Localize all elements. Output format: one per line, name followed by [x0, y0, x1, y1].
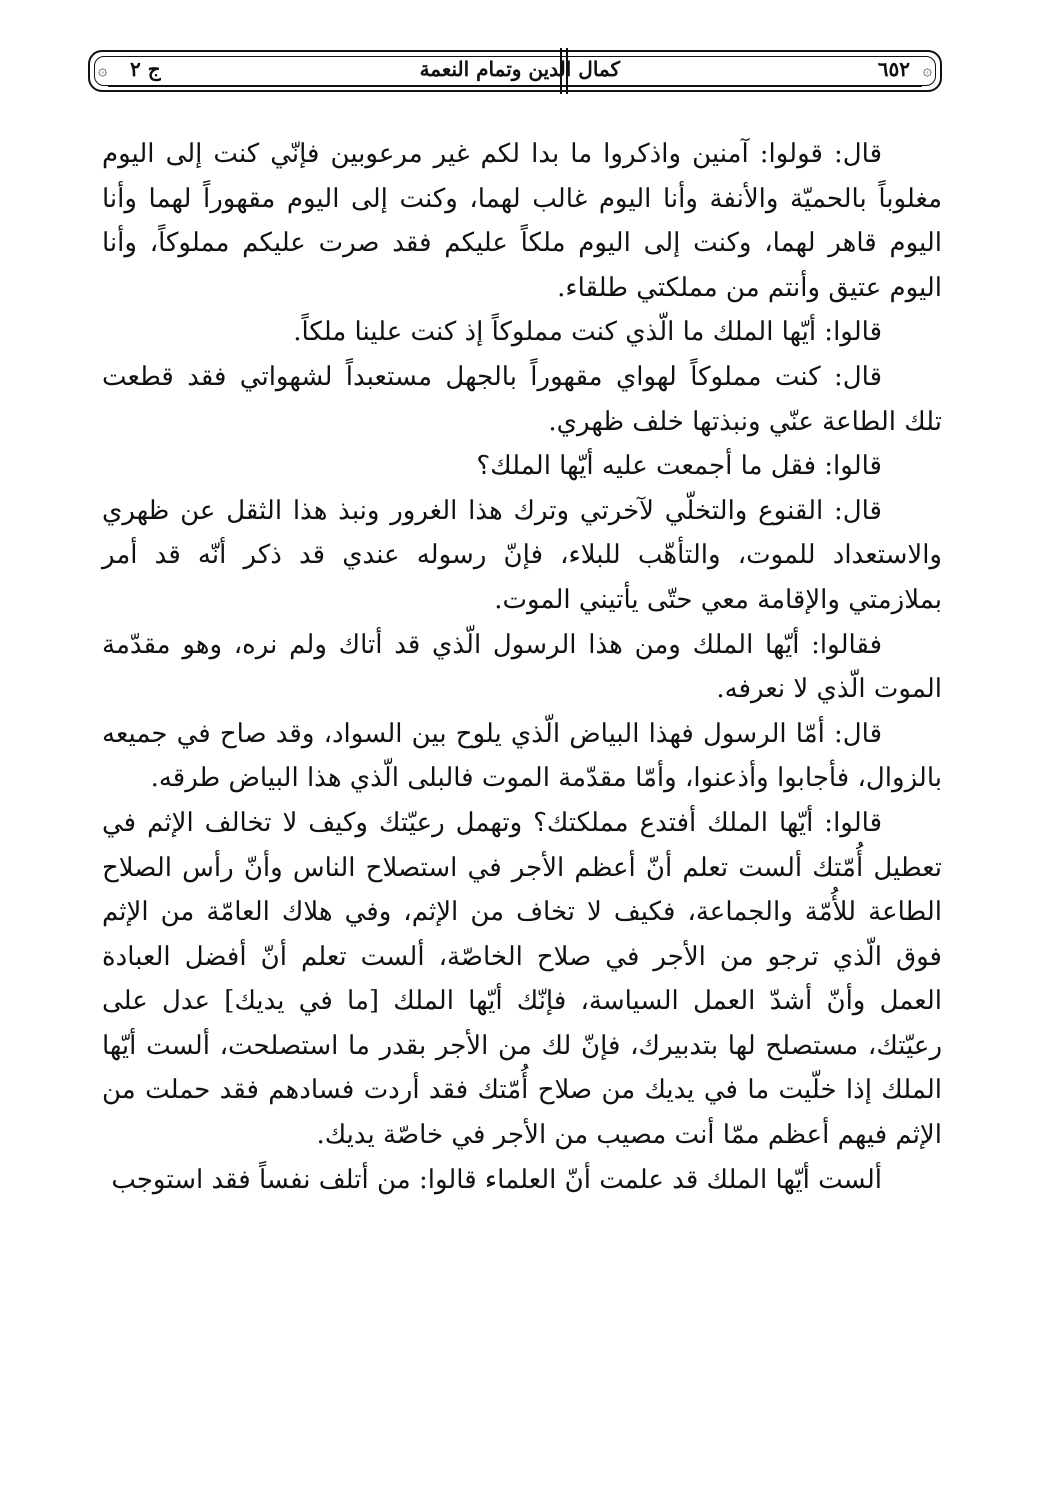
running-header [88, 50, 942, 92]
header-rule [108, 85, 922, 87]
paragraph: قالوا: فقل ما أجمعت عليه أيّها الملك؟ [476, 451, 882, 482]
paragraph: قالوا: أيّها الملك ما الّذي كنت مملوكاً إذ كنت علينا ملكاً. [293, 317, 882, 348]
ornament-icon: ۞ [922, 60, 932, 79]
paragraph: قال: أمّا الرسول فهذا البياض الّذي يلوح بين السواد، وقد صاح في جميعه بالزوال، فأجابوا وأذعنوا، وأمّا مقدّمة الموت فالبلى الّذي هذا البياض طرقه. [102, 718, 942, 794]
book-title: كمال الدين وتمام النعمة [419, 57, 620, 81]
volume-number: ج ٢ [130, 57, 161, 81]
paragraph: فقالوا: أيّها الملك ومن هذا الرسول الّذي قد أتاك ولم نره، وهو مقدّمة الموت الّذي لا نعرفه. [102, 629, 942, 705]
page-number: ٦٥٢ [877, 57, 910, 81]
paragraph: قال: قولوا: آمنين واذكروا ما بدا لكم غير مرعوبين فإنّي كنت إلى اليوم مغلوباً بالحميّة والأنفة وأنا اليوم غالب لهما، وكنت إلى اليوم مقهوراً لهما وأنا اليوم قاهر لهما، وكنت إلى اليوم ملكاً عليكم فقد صرت عليكم مملوكاً، وأنا اليوم عتيق وأنتم من مملكتي طلقاء. [102, 139, 942, 303]
paragraph: قالوا: أيّها الملك أفتدع مملكتك؟ وتهمل رعيّتك وكيف لا تخالف الإثم في تعطيل أُمّتك ألست تعلم أنّ أعظم الأجر في استصلاح الناس وأنّ رأس الصلاح الطاعة للأُمّة والجماعة، فكيف لا تخاف من الإثم، وفي هلاك العامّة من الإثم فوق الّذي ترجو من الأجر في صلاح الخاصّة، ألست تعلم أنّ أفضل العبادة العمل وأنّ أشدّ العمل السياسة، فإنّك أيّها الملك [ما في يديك] عدل على رعيّتك، مستصلح لها بتدبيرك، فإنّ لك من الأجر بقدر ما استصلحت، ألست أيّها الملك إذا خلّيت ما في يديك من صلاح أُمّتك فقد أردت فسادهم فقد حملت من الإثم فيهم أعظم ممّا أنت مصيب من الأجر في خاصّة يديك. [102, 807, 942, 1151]
ornament-icon: ۞ [98, 60, 108, 79]
body-text [102, 132, 942, 1202]
paragraph: قال: كنت مملوكاً لهواي مقهوراً بالجهل مستعبداً لشهواتي فقد قطعت تلك الطاعة عنّي ونبذتها خلف ظهري. [102, 361, 942, 437]
paragraph: قال: القنوع والتخلّي لآخرتي وترك هذا الغرور ونبذ هذا الثقل عن ظهري والاستعداد للموت، والتأهّب للبلاء، فإنّ رسوله عندي قد ذكر أنّه قد أمر بملازمتي والإقامة معي حتّى يأتيني الموت. [102, 495, 942, 615]
paragraph: ألست أيّها الملك قد علمت أنّ العلماء قالوا: من أتلف نفساً فقد استوجب [111, 1164, 882, 1195]
